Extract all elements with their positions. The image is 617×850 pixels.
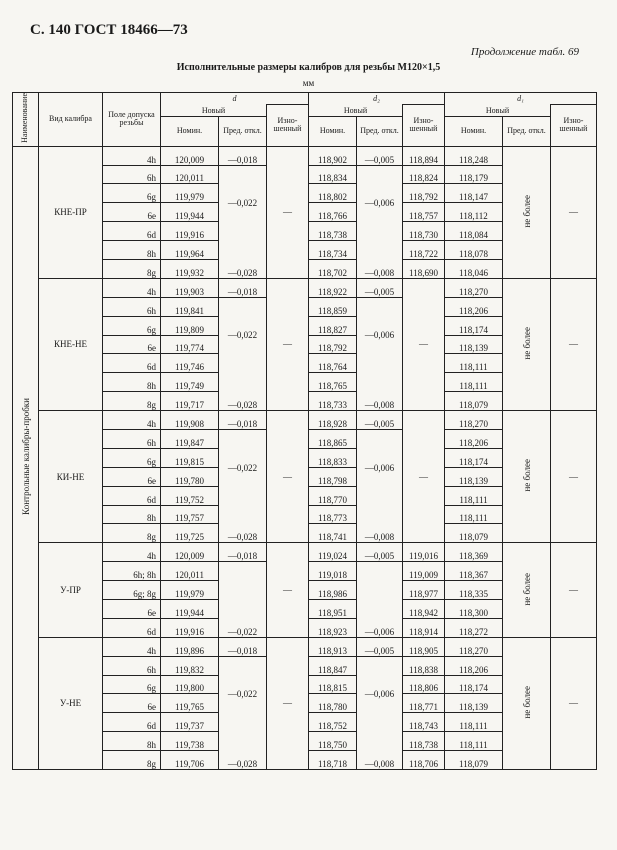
tolerance-cell: 6g [103, 448, 161, 467]
d-nom-cell: 119,916 [161, 618, 219, 637]
tolerance-cell: 8g [103, 259, 161, 278]
not-more-label: не более [521, 686, 532, 719]
d-nom-cell: 120,009 [161, 146, 219, 165]
d-dev-cell: —0,018 [219, 146, 267, 165]
d-nom-cell: 119,896 [161, 637, 219, 656]
tolerance-cell: 4h [103, 411, 161, 430]
table-row [13, 146, 597, 165]
d2-dev-cell: —0,006 [357, 297, 403, 373]
d-nom-cell: 119,908 [161, 411, 219, 430]
d2-worn-cell: 118,914 [403, 618, 445, 637]
d1-nom-cell: 118,139 [445, 694, 503, 713]
d2-dev-cell: —0,005 [357, 543, 403, 562]
d-nom-cell: 119,932 [161, 259, 219, 278]
d1-nom-cell: 118,367 [445, 562, 503, 581]
not-more-label: не более [521, 195, 532, 228]
d1-dev-cell [503, 543, 551, 637]
d-dev-cell: —0,028 [219, 732, 267, 770]
d1-nom-cell: 118,206 [445, 297, 503, 316]
d1-nom-cell: 118,078 [445, 241, 503, 260]
d-nom-cell: 119,706 [161, 751, 219, 770]
tolerance-cell: 6d [103, 222, 161, 241]
header-d1-new: Новый [445, 105, 551, 117]
row-group-label [13, 146, 39, 769]
d-nom-cell: 119,815 [161, 448, 219, 467]
d2-worn-cell: 118,706 [403, 751, 445, 770]
d2-dev-cell: —0,006 [357, 656, 403, 732]
tolerance-cell: 4h [103, 146, 161, 165]
header-d-new: Новый [161, 105, 267, 117]
tolerance-cell: 6h [103, 656, 161, 675]
d1-nom-cell: 118,248 [445, 146, 503, 165]
d-dev-cell: —0,028 [219, 241, 267, 279]
d-nom-cell: 119,841 [161, 297, 219, 316]
d2-nom-cell: 118,752 [309, 713, 357, 732]
tolerance-cell: 6d [103, 713, 161, 732]
d1-nom-cell: 118,046 [445, 259, 503, 278]
header-d1: d₁ [445, 93, 597, 105]
tolerance-cell: 8h [103, 505, 161, 524]
d2-dev-cell: —0,005 [357, 146, 403, 165]
d1-nom-cell: 118,139 [445, 335, 503, 354]
d2-worn-cell: 118,738 [403, 732, 445, 751]
tolerance-cell: 6e [103, 203, 161, 222]
d1-nom-cell: 118,139 [445, 467, 503, 486]
d1-nom-cell: 118,111 [445, 732, 503, 751]
d1-nom-cell: 118,111 [445, 486, 503, 505]
d-dev-cell: —0,022 [219, 297, 267, 373]
d2-worn-cell: — [403, 411, 445, 543]
d2-nom-cell: 118,718 [309, 751, 357, 770]
d2-nom-cell: 118,764 [309, 354, 357, 373]
d-nom-cell: 119,964 [161, 241, 219, 260]
tolerance-cell: 6e [103, 335, 161, 354]
d1-nom-cell: 118,335 [445, 581, 503, 600]
not-more-label: не более [521, 572, 532, 606]
gauge-kind: У-ПР [39, 543, 103, 637]
d2-nom-cell: 118,865 [309, 430, 357, 449]
d2-nom-cell: 118,833 [309, 448, 357, 467]
d-nom-cell: 119,774 [161, 335, 219, 354]
d-dev-cell: —0,022 [219, 562, 267, 638]
row-group-label-text: Контрольные калибры-пробки [20, 398, 31, 516]
table-row [13, 278, 597, 297]
d-nom-cell: 119,749 [161, 373, 219, 392]
d2-dev-cell: —0,005 [357, 637, 403, 656]
d-nom-cell: 120,009 [161, 543, 219, 562]
d2-nom-cell: 119,018 [309, 562, 357, 581]
tolerance-cell: 4h [103, 543, 161, 562]
d2-nom-cell: 118,902 [309, 146, 357, 165]
d1-nom-cell: 118,174 [445, 675, 503, 694]
d2-worn-cell: 118,838 [403, 656, 445, 675]
d1-nom-cell: 118,174 [445, 448, 503, 467]
tolerance-cell: 8h [103, 732, 161, 751]
d1-worn-cell: — [551, 278, 597, 410]
header-d1-worn: Изно-шенный [551, 105, 597, 147]
d1-worn-cell: — [551, 543, 597, 637]
table-row [13, 411, 597, 430]
d2-worn-cell: — [403, 278, 445, 410]
d2-nom-cell: 118,750 [309, 732, 357, 751]
d-nom-cell: 119,800 [161, 675, 219, 694]
tolerance-cell: 4h [103, 637, 161, 656]
d-nom-cell: 119,737 [161, 713, 219, 732]
d-worn-cell: — [267, 543, 309, 637]
d-nom-cell: 119,752 [161, 486, 219, 505]
d-nom-cell: 119,809 [161, 316, 219, 335]
d-dev-cell: —0,022 [219, 656, 267, 732]
d2-worn-cell: 118,942 [403, 600, 445, 619]
header-tolerance: Поле допуска резьбы [103, 93, 161, 147]
tolerance-cell: 4h [103, 278, 161, 297]
d1-nom-cell: 118,369 [445, 543, 503, 562]
d2-nom-cell: 118,928 [309, 411, 357, 430]
tolerance-cell: 6e [103, 694, 161, 713]
tolerance-cell: 6h [103, 297, 161, 316]
tolerance-cell: 6h [103, 165, 161, 184]
d1-nom-cell: 118,270 [445, 278, 503, 297]
d2-dev-cell: —0,005 [357, 278, 403, 297]
d2-nom-cell: 118,741 [309, 524, 357, 543]
d2-nom-cell: 118,798 [309, 467, 357, 486]
d-dev-cell: —0,028 [219, 373, 267, 411]
d2-nom-cell: 118,738 [309, 222, 357, 241]
d1-nom-cell: 118,111 [445, 354, 503, 373]
header-d2: d₂ [309, 93, 445, 105]
d-nom-cell: 119,746 [161, 354, 219, 373]
d-nom-cell: 119,717 [161, 392, 219, 411]
header-kind: Вид калибра [39, 93, 103, 147]
d1-nom-cell: 118,206 [445, 656, 503, 675]
tolerance-cell: 6h [103, 430, 161, 449]
page-header-left: С. 140 ГОСТ 18466—73 [30, 22, 188, 38]
d2-dev-cell: —0,006 [357, 562, 403, 638]
d1-nom-cell: 118,079 [445, 392, 503, 411]
d1-nom-cell: 118,206 [445, 430, 503, 449]
d2-worn-cell: 118,894 [403, 146, 445, 165]
unit-label: мм [302, 78, 315, 88]
d2-worn-cell: 118,824 [403, 165, 445, 184]
d2-nom-cell: 118,766 [309, 203, 357, 222]
tolerance-cell: 6e [103, 467, 161, 486]
d2-worn-cell: 118,977 [403, 581, 445, 600]
header-d-nom: Номин. [161, 116, 219, 146]
d2-nom-cell: 118,859 [309, 297, 357, 316]
tolerance-cell: 8g [103, 751, 161, 770]
d2-worn-cell: 119,016 [403, 543, 445, 562]
d2-nom-cell: 118,802 [309, 184, 357, 203]
d1-nom-cell: 118,111 [445, 713, 503, 732]
d2-dev-cell: —0,008 [357, 505, 403, 543]
d-nom-cell: 120,011 [161, 165, 219, 184]
d1-nom-cell: 118,079 [445, 524, 503, 543]
d1-nom-cell: 118,270 [445, 637, 503, 656]
d2-worn-cell: 119,009 [403, 562, 445, 581]
d1-nom-cell: 118,111 [445, 373, 503, 392]
d1-nom-cell: 118,079 [445, 751, 503, 770]
d1-nom-cell: 118,112 [445, 203, 503, 222]
d2-dev-cell: —0,006 [357, 430, 403, 506]
d1-nom-cell: 118,270 [445, 411, 503, 430]
d-nom-cell: 119,944 [161, 600, 219, 619]
d-worn-cell: — [267, 411, 309, 543]
d2-nom-cell: 118,770 [309, 486, 357, 505]
d-nom-cell: 119,979 [161, 184, 219, 203]
d-nom-cell: 119,780 [161, 467, 219, 486]
d1-worn-cell: — [551, 637, 597, 769]
d1-nom-cell: 118,300 [445, 600, 503, 619]
d2-dev-cell: —0,006 [357, 165, 403, 241]
d2-nom-cell: 118,951 [309, 600, 357, 619]
d2-nom-cell: 118,834 [309, 165, 357, 184]
d-nom-cell: 119,903 [161, 278, 219, 297]
tolerance-cell: 6h; 8h [103, 562, 161, 581]
d2-nom-cell: 118,733 [309, 392, 357, 411]
d-dev-cell: —0,018 [219, 543, 267, 562]
d2-worn-cell: 118,771 [403, 694, 445, 713]
tolerance-cell: 6d [103, 354, 161, 373]
d1-nom-cell: 118,272 [445, 618, 503, 637]
d2-nom-cell: 118,913 [309, 637, 357, 656]
d2-nom-cell: 118,986 [309, 581, 357, 600]
d2-worn-cell: 118,722 [403, 241, 445, 260]
d1-dev-cell [503, 411, 551, 543]
tolerance-cell: 6d [103, 618, 161, 637]
d2-nom-cell: 118,765 [309, 373, 357, 392]
tolerance-cell: 6g; 8g [103, 581, 161, 600]
d2-dev-cell: —0,005 [357, 411, 403, 430]
table-row [13, 543, 597, 562]
gauge-kind: КИ-НЕ [39, 411, 103, 543]
d2-worn-cell: 118,806 [403, 675, 445, 694]
d1-nom-cell: 118,147 [445, 184, 503, 203]
tolerance-cell: 8g [103, 392, 161, 411]
d-dev-cell: —0,018 [219, 637, 267, 656]
gauge-kind: КНЕ-ПР [39, 146, 103, 278]
d2-nom-cell: 118,773 [309, 505, 357, 524]
d2-nom-cell: 119,024 [309, 543, 357, 562]
header-d2-worn: Изно-шенный [403, 105, 445, 147]
d-nom-cell: 119,725 [161, 524, 219, 543]
d-nom-cell: 119,738 [161, 732, 219, 751]
d2-dev-cell: —0,008 [357, 373, 403, 411]
tolerance-cell: 6g [103, 675, 161, 694]
d-dev-cell: —0,028 [219, 505, 267, 543]
d-dev-cell: —0,022 [219, 430, 267, 506]
header-d2-nom: Номин. [309, 116, 357, 146]
d1-nom-cell: 118,179 [445, 165, 503, 184]
d-nom-cell: 119,944 [161, 203, 219, 222]
d-dev-cell: —0,018 [219, 411, 267, 430]
continuation-label: Продолжение табл. 69 [470, 46, 579, 58]
d-nom-cell: 119,757 [161, 505, 219, 524]
d2-worn-cell: 118,730 [403, 222, 445, 241]
d-nom-cell: 119,916 [161, 222, 219, 241]
d1-worn-cell: — [551, 146, 597, 278]
d-nom-cell: 119,765 [161, 694, 219, 713]
d-dev-cell: —0,018 [219, 278, 267, 297]
tolerance-cell: 8h [103, 373, 161, 392]
header-d-dev: Пред. откл. [219, 116, 267, 146]
d1-nom-cell: 118,111 [445, 505, 503, 524]
d-nom-cell: 120,011 [161, 562, 219, 581]
gauge-kind: КНЕ-НЕ [39, 278, 103, 410]
d1-dev-cell [503, 637, 551, 769]
header-d: d [161, 93, 309, 105]
d2-nom-cell: 118,792 [309, 335, 357, 354]
d1-nom-cell: 118,084 [445, 222, 503, 241]
d1-dev-cell [503, 146, 551, 278]
d2-nom-cell: 118,847 [309, 656, 357, 675]
gauge-table [12, 92, 597, 770]
d2-worn-cell: 118,905 [403, 637, 445, 656]
d2-nom-cell: 118,815 [309, 675, 357, 694]
tolerance-cell: 6g [103, 184, 161, 203]
table-row [13, 637, 597, 656]
d-nom-cell: 119,979 [161, 581, 219, 600]
tolerance-cell: 6g [103, 316, 161, 335]
d2-nom-cell: 118,734 [309, 241, 357, 260]
not-more-label: не более [521, 459, 532, 492]
header-d1-dev: Пред. откл. [503, 116, 551, 146]
d2-worn-cell: 118,690 [403, 259, 445, 278]
d-worn-cell: — [267, 278, 309, 410]
header-name: Наименование [13, 93, 39, 147]
d-worn-cell: — [267, 146, 309, 278]
tolerance-cell: 8g [103, 524, 161, 543]
d1-worn-cell: — [551, 411, 597, 543]
d2-nom-cell: 118,922 [309, 278, 357, 297]
d2-nom-cell: 118,780 [309, 694, 357, 713]
not-more-label: не более [521, 327, 532, 360]
d-dev-cell: —0,022 [219, 165, 267, 241]
d2-worn-cell: 118,792 [403, 184, 445, 203]
d-nom-cell: 119,832 [161, 656, 219, 675]
header-d2-dev: Пред. откл. [357, 116, 403, 146]
gauge-kind: У-НЕ [39, 637, 103, 769]
d2-nom-cell: 118,827 [309, 316, 357, 335]
d-worn-cell: — [267, 637, 309, 769]
header-d1-nom: Номин. [445, 116, 503, 146]
d-nom-cell: 119,847 [161, 430, 219, 449]
header-d-worn: Изно-шенный [267, 105, 309, 147]
d2-nom-cell: 118,923 [309, 618, 357, 637]
d2-nom-cell: 118,702 [309, 259, 357, 278]
d1-dev-cell [503, 278, 551, 410]
d1-nom-cell: 118,174 [445, 316, 503, 335]
d2-worn-cell: 118,743 [403, 713, 445, 732]
tolerance-cell: 8h [103, 241, 161, 260]
d2-dev-cell: —0,008 [357, 732, 403, 770]
tolerance-cell: 6d [103, 486, 161, 505]
table-title: Исполнительные размеры калибров для резьбы М120×1,5 [176, 62, 441, 73]
d2-dev-cell: —0,008 [357, 241, 403, 279]
tolerance-cell: 6e [103, 600, 161, 619]
d2-worn-cell: 118,757 [403, 203, 445, 222]
header-d2-new: Новый [309, 105, 403, 117]
